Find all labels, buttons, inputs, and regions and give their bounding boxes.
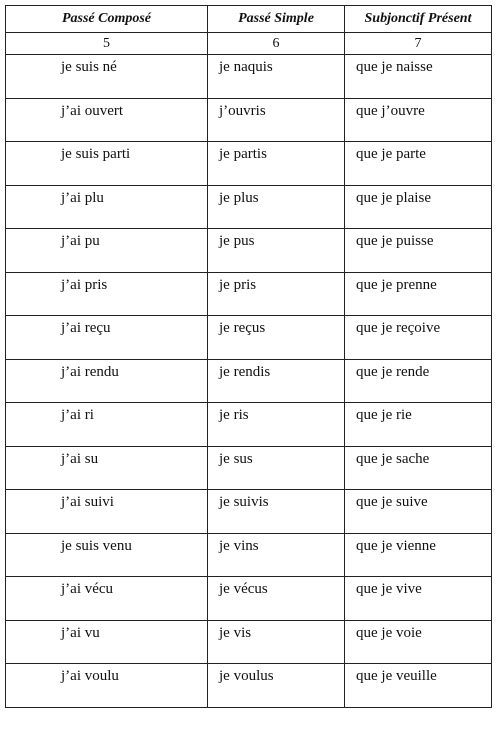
passe-simple-cell: je pus	[208, 229, 345, 273]
passe-compose-cell: j’ai rendu	[6, 359, 208, 403]
table-row	[6, 533, 492, 577]
passe-simple-cell: je sus	[208, 446, 345, 490]
passe-simple-cell: je partis	[208, 142, 345, 186]
column-number: 5	[6, 33, 208, 55]
subjonctif-cell: que je voie	[345, 620, 492, 664]
passe-simple-cell: je vins	[208, 533, 345, 577]
passe-simple-cell: je vis	[208, 620, 345, 664]
header-subjonctif-present: Subjonctif Présent	[345, 6, 492, 33]
subjonctif-cell: que je prenne	[345, 272, 492, 316]
subjonctif-cell: que je vive	[345, 577, 492, 621]
passe-compose-cell: j’ai su	[6, 446, 208, 490]
table-row	[6, 185, 492, 229]
passe-simple-cell: je suivis	[208, 490, 345, 534]
table-row	[6, 446, 492, 490]
subjonctif-cell: que je sache	[345, 446, 492, 490]
table-row	[6, 229, 492, 273]
table-row	[6, 272, 492, 316]
passe-simple-cell: je plus	[208, 185, 345, 229]
table-row	[6, 664, 492, 708]
subjonctif-cell: que je puisse	[345, 229, 492, 273]
subjonctif-cell: que je reçoive	[345, 316, 492, 360]
table-row	[6, 620, 492, 664]
header-passe-simple: Passé Simple	[208, 6, 345, 33]
passe-compose-cell: j’ai plu	[6, 185, 208, 229]
subjonctif-cell: que je plaise	[345, 185, 492, 229]
passe-compose-cell: je suis né	[6, 55, 208, 99]
passe-compose-cell: j’ai ouvert	[6, 98, 208, 142]
subjonctif-cell: que je rie	[345, 403, 492, 447]
subjonctif-cell: que je suive	[345, 490, 492, 534]
passe-simple-cell: je voulus	[208, 664, 345, 708]
table-row	[6, 316, 492, 360]
subjonctif-cell: que je parte	[345, 142, 492, 186]
passe-simple-cell: je naquis	[208, 55, 345, 99]
column-number-row	[6, 33, 492, 55]
passe-simple-cell: je rendis	[208, 359, 345, 403]
passe-compose-cell: j’ai vécu	[6, 577, 208, 621]
subjonctif-cell: que je rende	[345, 359, 492, 403]
passe-compose-cell: j’ai voulu	[6, 664, 208, 708]
passe-simple-cell: j’ouvris	[208, 98, 345, 142]
table-row	[6, 577, 492, 621]
passe-compose-cell: j’ai suivi	[6, 490, 208, 534]
passe-simple-cell: je pris	[208, 272, 345, 316]
passe-compose-cell: j’ai reçu	[6, 316, 208, 360]
table-row	[6, 403, 492, 447]
passe-compose-cell: j’ai vu	[6, 620, 208, 664]
header-row	[6, 6, 492, 33]
table-row	[6, 490, 492, 534]
passe-simple-cell: je vécus	[208, 577, 345, 621]
subjonctif-cell: que je veuille	[345, 664, 492, 708]
subjonctif-cell: que j’ouvre	[345, 98, 492, 142]
table-row	[6, 98, 492, 142]
header-passe-compose: Passé Composé	[6, 6, 208, 33]
subjonctif-cell: que je naisse	[345, 55, 492, 99]
column-number: 7	[345, 33, 492, 55]
passe-compose-cell: je suis venu	[6, 533, 208, 577]
passe-compose-cell: j’ai ri	[6, 403, 208, 447]
table-row	[6, 359, 492, 403]
subjonctif-cell: que je vienne	[345, 533, 492, 577]
passe-compose-cell: je suis parti	[6, 142, 208, 186]
column-number: 6	[208, 33, 345, 55]
passe-simple-cell: je ris	[208, 403, 345, 447]
conjugation-table	[5, 5, 492, 708]
passe-compose-cell: j’ai pris	[6, 272, 208, 316]
table-row	[6, 142, 492, 186]
passe-simple-cell: je reçus	[208, 316, 345, 360]
passe-compose-cell: j’ai pu	[6, 229, 208, 273]
table-row	[6, 55, 492, 99]
